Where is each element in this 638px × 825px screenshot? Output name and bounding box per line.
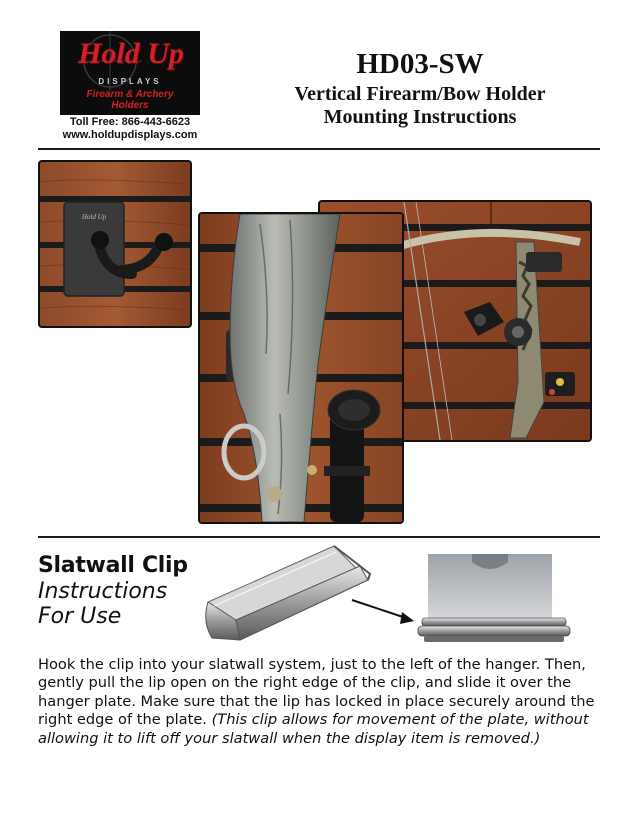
website-url: www.holdupdisplays.com <box>62 129 198 141</box>
logo-tagline-2: Holders <box>111 100 149 111</box>
svg-text:Hold Up: Hold Up <box>81 213 107 221</box>
instructions-note-text: (This clip allows for movement of the plate, without allowing it to lift off your slatwall when the display item is removed.) <box>38 711 589 747</box>
instructions-main-text: Hook the clip into your slatwall system, just to the left of the hanger. Then, gently pull the lip open on the right edge of the clip, and slide it over the hanger plate. Make sure that the lip has locked in place securely around the right edge of the plate. <box>38 656 595 729</box>
arrow-right-icon <box>352 600 414 624</box>
rifle-photo <box>198 212 404 524</box>
toll-free-number: Toll Free: 866-443-6623 <box>69 116 191 128</box>
instructions-paragraph <box>38 656 608 748</box>
hanger-photo <box>38 160 192 328</box>
logo-brand-text: Hold Up <box>78 37 184 70</box>
clip-diagram <box>200 540 590 652</box>
clip-subheading-2: For Use <box>38 604 122 629</box>
clip-on-plate-icon <box>418 554 570 642</box>
model-number: HD03-SW <box>356 48 484 80</box>
company-logo <box>60 31 200 115</box>
section-divider <box>38 536 600 538</box>
clip-heading: Slatwall Clip <box>38 553 188 578</box>
header-divider <box>38 148 600 150</box>
clip-subheading-1: Instructions <box>38 579 168 604</box>
document-title: Mounting Instructions <box>323 106 517 128</box>
slatwall-clip-icon <box>206 546 370 640</box>
logo-sub-text: DISPLAYS <box>98 77 162 86</box>
product-title: Vertical Firearm/Bow Holder <box>294 83 546 105</box>
logo-tagline-1: Firearm & Archery <box>86 89 174 100</box>
